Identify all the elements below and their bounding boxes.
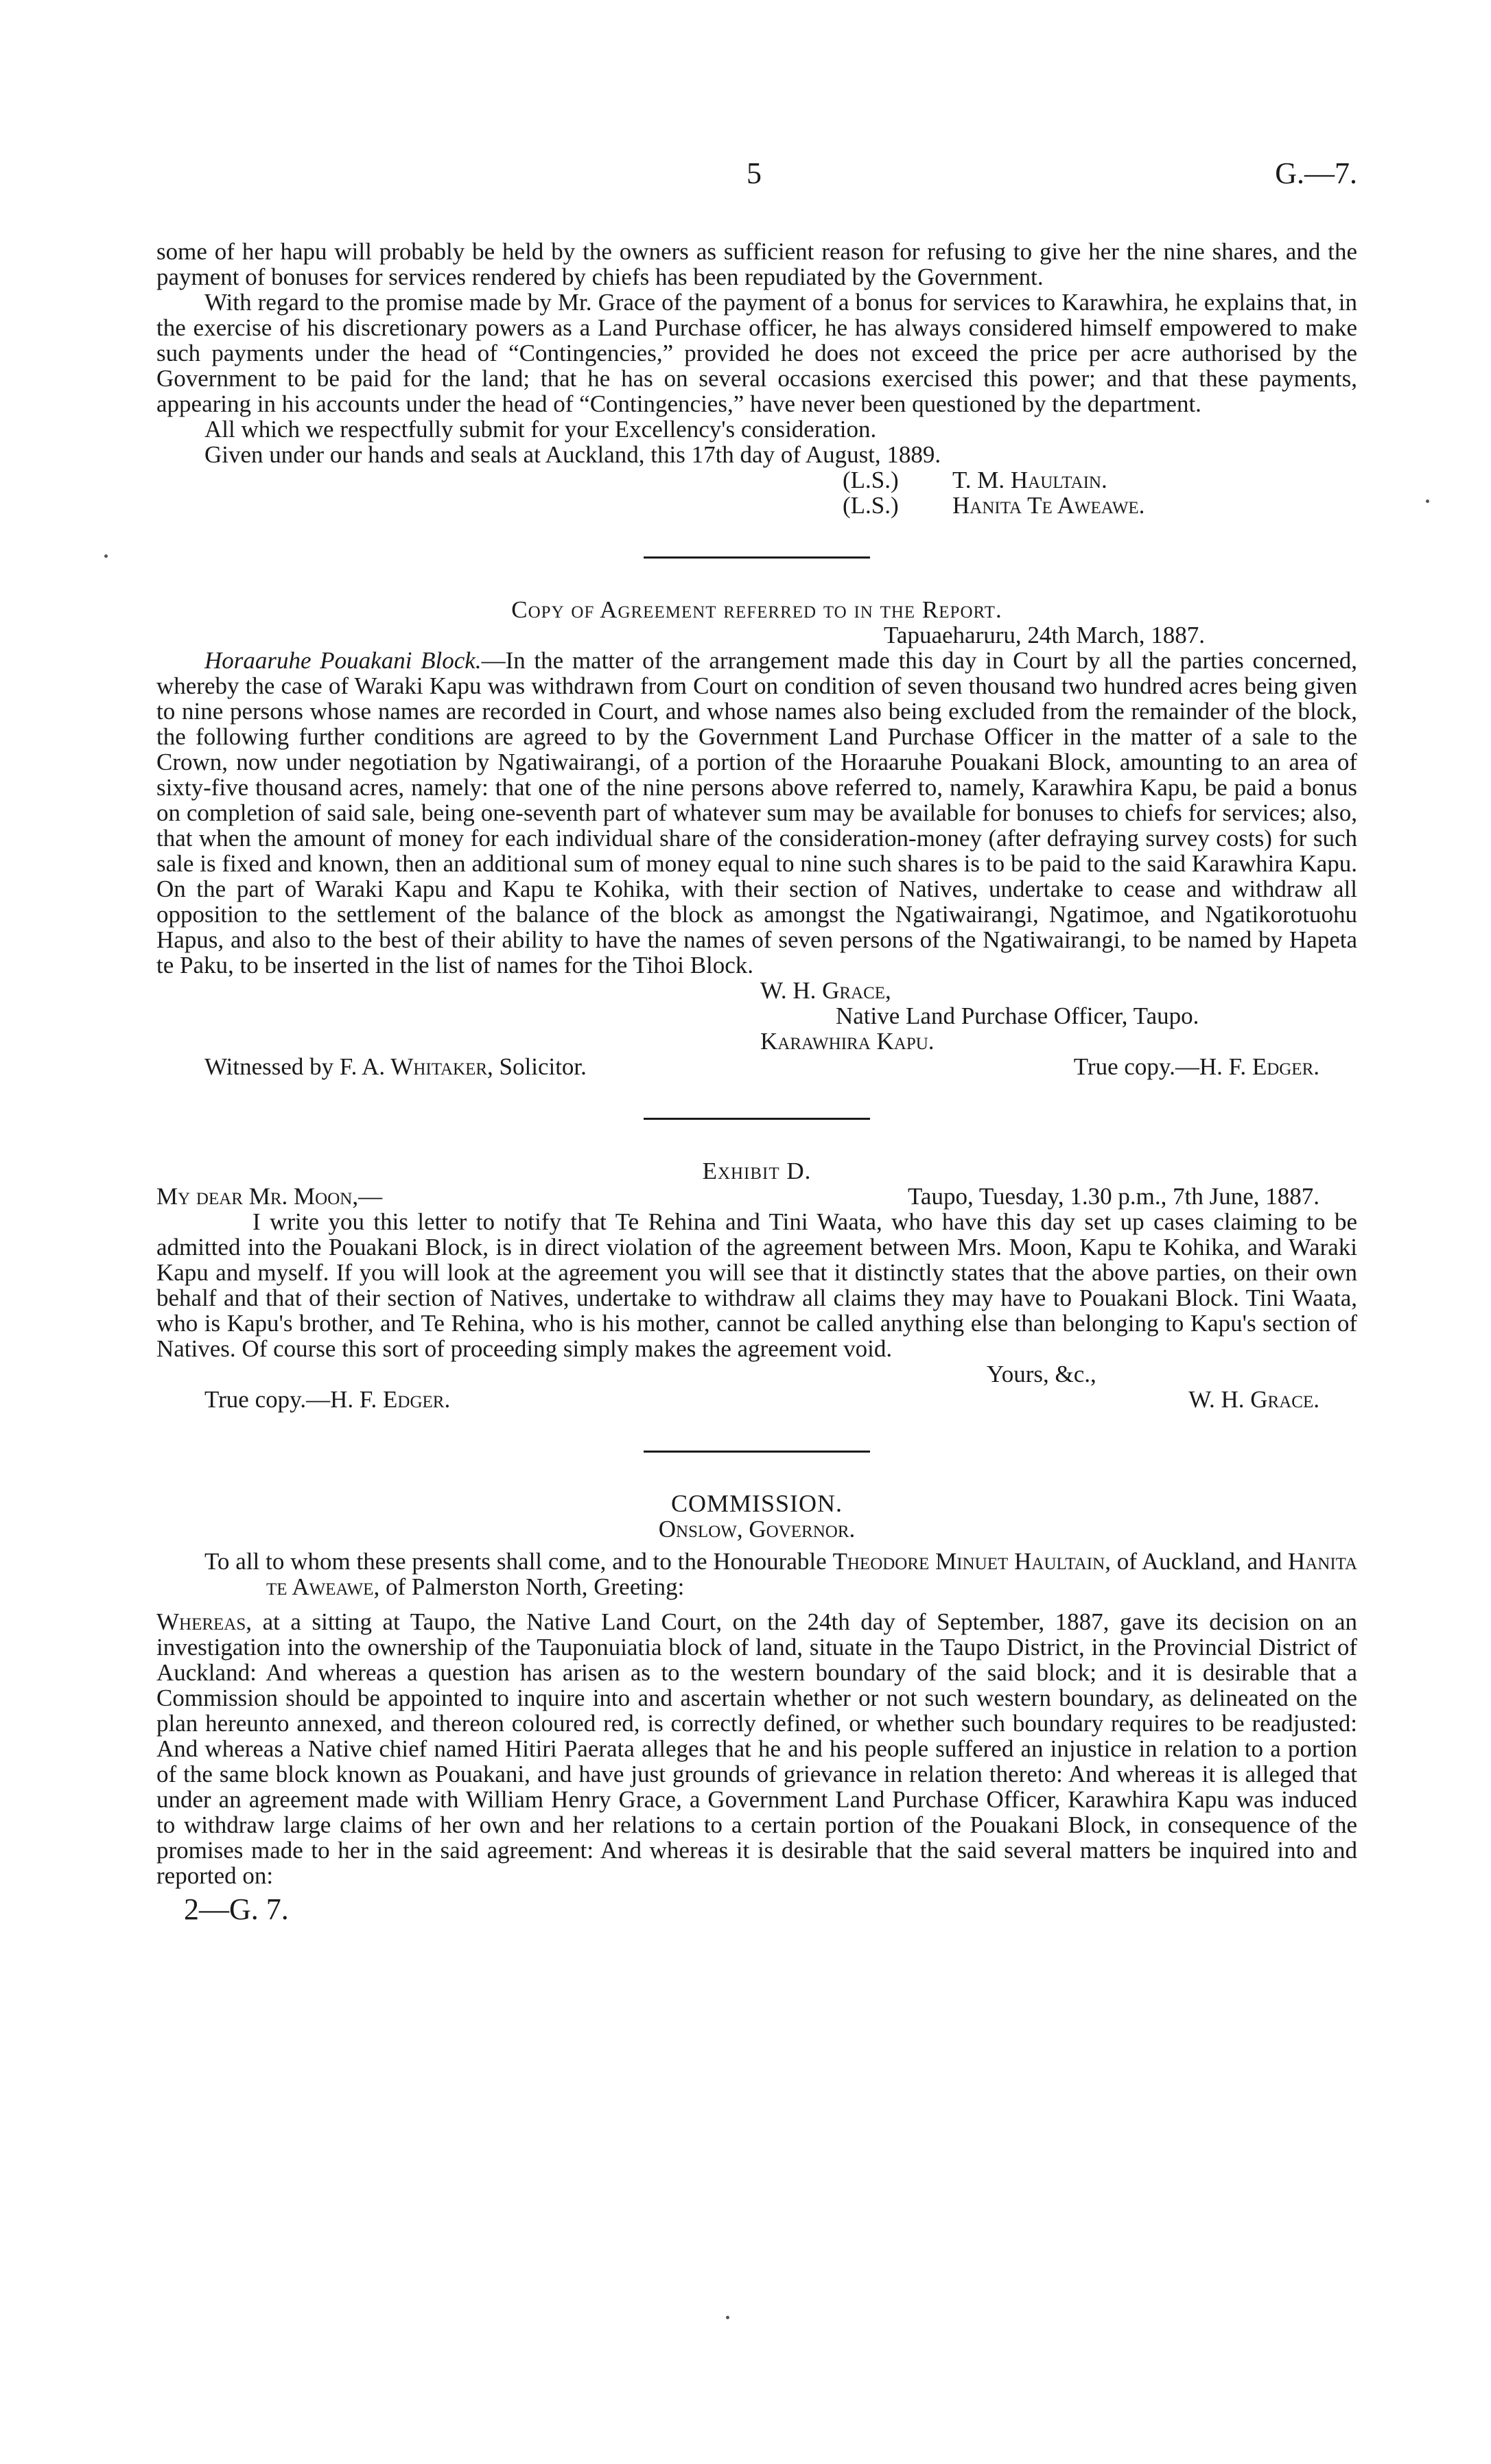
report-paragraph-given: Given under our hands and seals at Auckland, this 17th day of August, 1889.	[204, 441, 941, 468]
signatory-name: T. M. Haultain.	[952, 467, 1107, 493]
section-divider	[644, 556, 870, 559]
address-text: , of Auckland, and	[1105, 1548, 1288, 1575]
speck-mark	[1426, 500, 1429, 503]
salutation-name: Mr. Moon,	[248, 1183, 359, 1210]
commission-title: COMMISSION.	[670, 1490, 843, 1517]
report-section	[156, 239, 1357, 518]
true-copy-name: H. F. Edger.	[1199, 1053, 1319, 1080]
report-paragraph-submit: All which we respectfully submit for your Excellency's consideration.	[204, 416, 877, 443]
agreement-signature-title: Native Land Purchase Officer, Taupo.	[836, 1002, 1199, 1029]
agreement-witness-line	[156, 1054, 1357, 1079]
section-divider	[644, 1451, 870, 1453]
agreement-signature-grace: W. H. Grace,	[760, 977, 891, 1004]
agreement-block-name: Horaaruhe Pouakani Block.	[204, 647, 482, 674]
seal-mark: (L.S.)	[843, 467, 899, 493]
witness-statement	[204, 1054, 587, 1079]
letter-salutation	[156, 1184, 382, 1209]
report-paragraph-continued: some of her hapu will probably be held by the owners as sufficient reason for refusing to give her the nine shares, and the payment of bonuses for services rendered by chiefs has been repudiated by the Government.	[156, 238, 1357, 290]
true-copy-statement	[1074, 1054, 1319, 1079]
letter-dateline: Taupo, Tuesday, 1.30 p.m., 7th June, 1887.	[907, 1183, 1319, 1210]
true-copy-statement	[204, 1387, 450, 1412]
document-body	[156, 238, 1358, 1926]
agreement-section	[156, 597, 1357, 1079]
document-reference: G.—7.	[1275, 156, 1357, 190]
page-number: 5	[747, 156, 762, 190]
seal-row	[843, 493, 1357, 518]
section-divider	[644, 1118, 870, 1120]
page-header	[156, 158, 1357, 199]
report-paragraph-bonus: With regard to the promise made by Mr. Grace of the payment of a bonus for services to Karawhira, he explains that, in the exercise of his discretionary powers as a Land Purchase officer, he has always considered himself empowered to make such payments under the head of “Contingencies,” provided he does not exceed the price per acre authorised by the Government to be paid for the land; that he has on several occasions exercised this power; and that these payments, appearing in his accounts under the head of “Contingencies,” have never been questioned by the department.	[156, 289, 1357, 417]
commission-governor: Onslow, Governor.	[658, 1516, 856, 1542]
signatory-name: Hanita Te Aweawe.	[952, 492, 1145, 519]
commission-text: , at a sitting at Taupo, the Native Land Court, on the 24th day of September, 1887, gave its decision on an investigation into the ownership of the Tauponuiatia block of land, situate in the Taupo District, in the Provincial District of Auckland: And whereas a question has arisen as to the western boundary of the said block; and it is desirable that a Commission should be appointed to inquire into and ascertain whether or not such western boundary, as delineated on the plan hereunto annexed, and thereon coloured red, is correctly defined, or whether such boundary requires to be readjusted: And whereas a Native chief named Hitiri Paerata alleges that he and his people suffered an injustice in relation to a portion of the same block known as Pouakani, and have just grounds of grievance in relation thereto: And whereas it is alleged that under an agreement made with William Henry Grace, a Government Land Purchase Officer, Karawhira Kapu was induced to withdraw large claims of her own and her relations to a certain portion of the Pouakani Block, in consequence of the promises made to her in the said agreement: And whereas it is desirable that the said several matters be inquired into and reported on:	[156, 1608, 1357, 1889]
letter-signature: W. H. Grace.	[1188, 1386, 1319, 1413]
true-copy-name: H. F. Edger.	[330, 1386, 451, 1413]
commissioner-name: Theodore Minuet Haultain	[832, 1548, 1105, 1575]
agreement-title: Copy of Agreement referred to in the Report.	[511, 596, 1002, 623]
exhibit-section	[156, 1158, 1357, 1412]
witness-name: F. A. Whitaker	[339, 1053, 488, 1080]
speck-mark	[726, 2316, 729, 2319]
exhibit-signature-line	[156, 1387, 1357, 1412]
commissioner-name: Hanita te Aweawe	[266, 1548, 1358, 1600]
commission-section	[156, 1491, 1357, 1888]
agreement-body	[156, 648, 1357, 978]
speck-mark	[104, 554, 108, 558]
agreement-text: —In the matter of the arrangement made this day in Court by all the parties concerned, whereby the case of Waraki Kapu was withdrawn from Court on condition of seven thousand two hundred acres being given to nine persons whose names are recorded in Court, and whose names also being excluded from the remainder of the block, the following further conditions are agreed to by the Government Land Purchase Officer in the matter of a sale to the Crown, now under negotiation by Ngatiwairangi, of a portion of the Horaaruhe Pouakani Block, amounting to an area of sixty-five thousand acres, namely: that one of the nine persons above referred to, namely, Karawhira Kapu, be paid a bonus on completion of said sale, being one-seventh part of whatever sum may be available for bonuses to chiefs for services; also, that when the amount of money for each individual share of the consideration-money (after defraying survey costs) for such sale is fixed and known, then an additional sum of money equal to nine such shares is to be paid to the said Karawhira Kapu. On the part of Waraki Kapu and Kapu te Kohika, with their section of Natives, undertake to cease and withdraw all opposition to the settlement of the balance of the block as amongst the Ngatiwairangi, Ngatimoe, and Ngatikorotuohu Hapus, and also to the best of their ability to have the names of seven persons of the Ngatiwairangi, to be named by Hapeta te Paku, to be inserted in the list of names for the Tihoi Block.	[156, 647, 1358, 978]
agreement-signature-kapu: Karawhira Kapu.	[760, 1028, 935, 1055]
commission-body	[156, 1609, 1357, 1888]
commission-address	[156, 1549, 1357, 1599]
salutation-dash: —	[358, 1183, 383, 1210]
exhibit-title: Exhibit D.	[702, 1158, 812, 1184]
true-copy-prefix: True copy.—	[1073, 1053, 1199, 1080]
exhibit-heading-line	[156, 1184, 1357, 1209]
witness-prefix: Witnessed by	[204, 1053, 340, 1080]
seal-mark: (L.S.)	[843, 492, 899, 519]
whereas-lead: Whereas	[156, 1608, 246, 1635]
sheet-reference: 2—G. 7.	[184, 1892, 289, 1926]
salutation-prefix: My dear	[156, 1183, 249, 1210]
seal-row	[843, 467, 1357, 493]
true-copy-prefix: True copy.—	[204, 1386, 331, 1413]
agreement-dateline: Tapuaeharuru, 24th March, 1887.	[884, 622, 1205, 648]
address-text: To all to whom these presents shall come, and to the Honourable	[204, 1548, 833, 1575]
seal-signatures	[843, 467, 1357, 518]
letter-closing: Yours, &c.,	[987, 1361, 1096, 1387]
letter-body: I write you this letter to notify that Te Rehina and Tini Waata, who have this day set up cases claiming to be admitted into the Pouakani Block, is in direct violation of the agreement between Mrs. Moon, Kapu te Kohika, and Waraki Kapu and myself. If you will look at the agreement you will see that it distinctly states that the above parties, on their own behalf and that of their section of Natives, undertake to withdraw all claims they may have to Pouakani Block. Tini Waata, who is Kapu's brother, and Te Rehina, who is his mother, cannot be called anything else than belonging to Kapu's section of Natives. Of course this sort of proceeding simply makes the agreement void.	[156, 1208, 1357, 1362]
witness-suffix: , Solicitor.	[487, 1053, 587, 1080]
address-text: , of Palmerston North, Greeting:	[373, 1573, 685, 1600]
